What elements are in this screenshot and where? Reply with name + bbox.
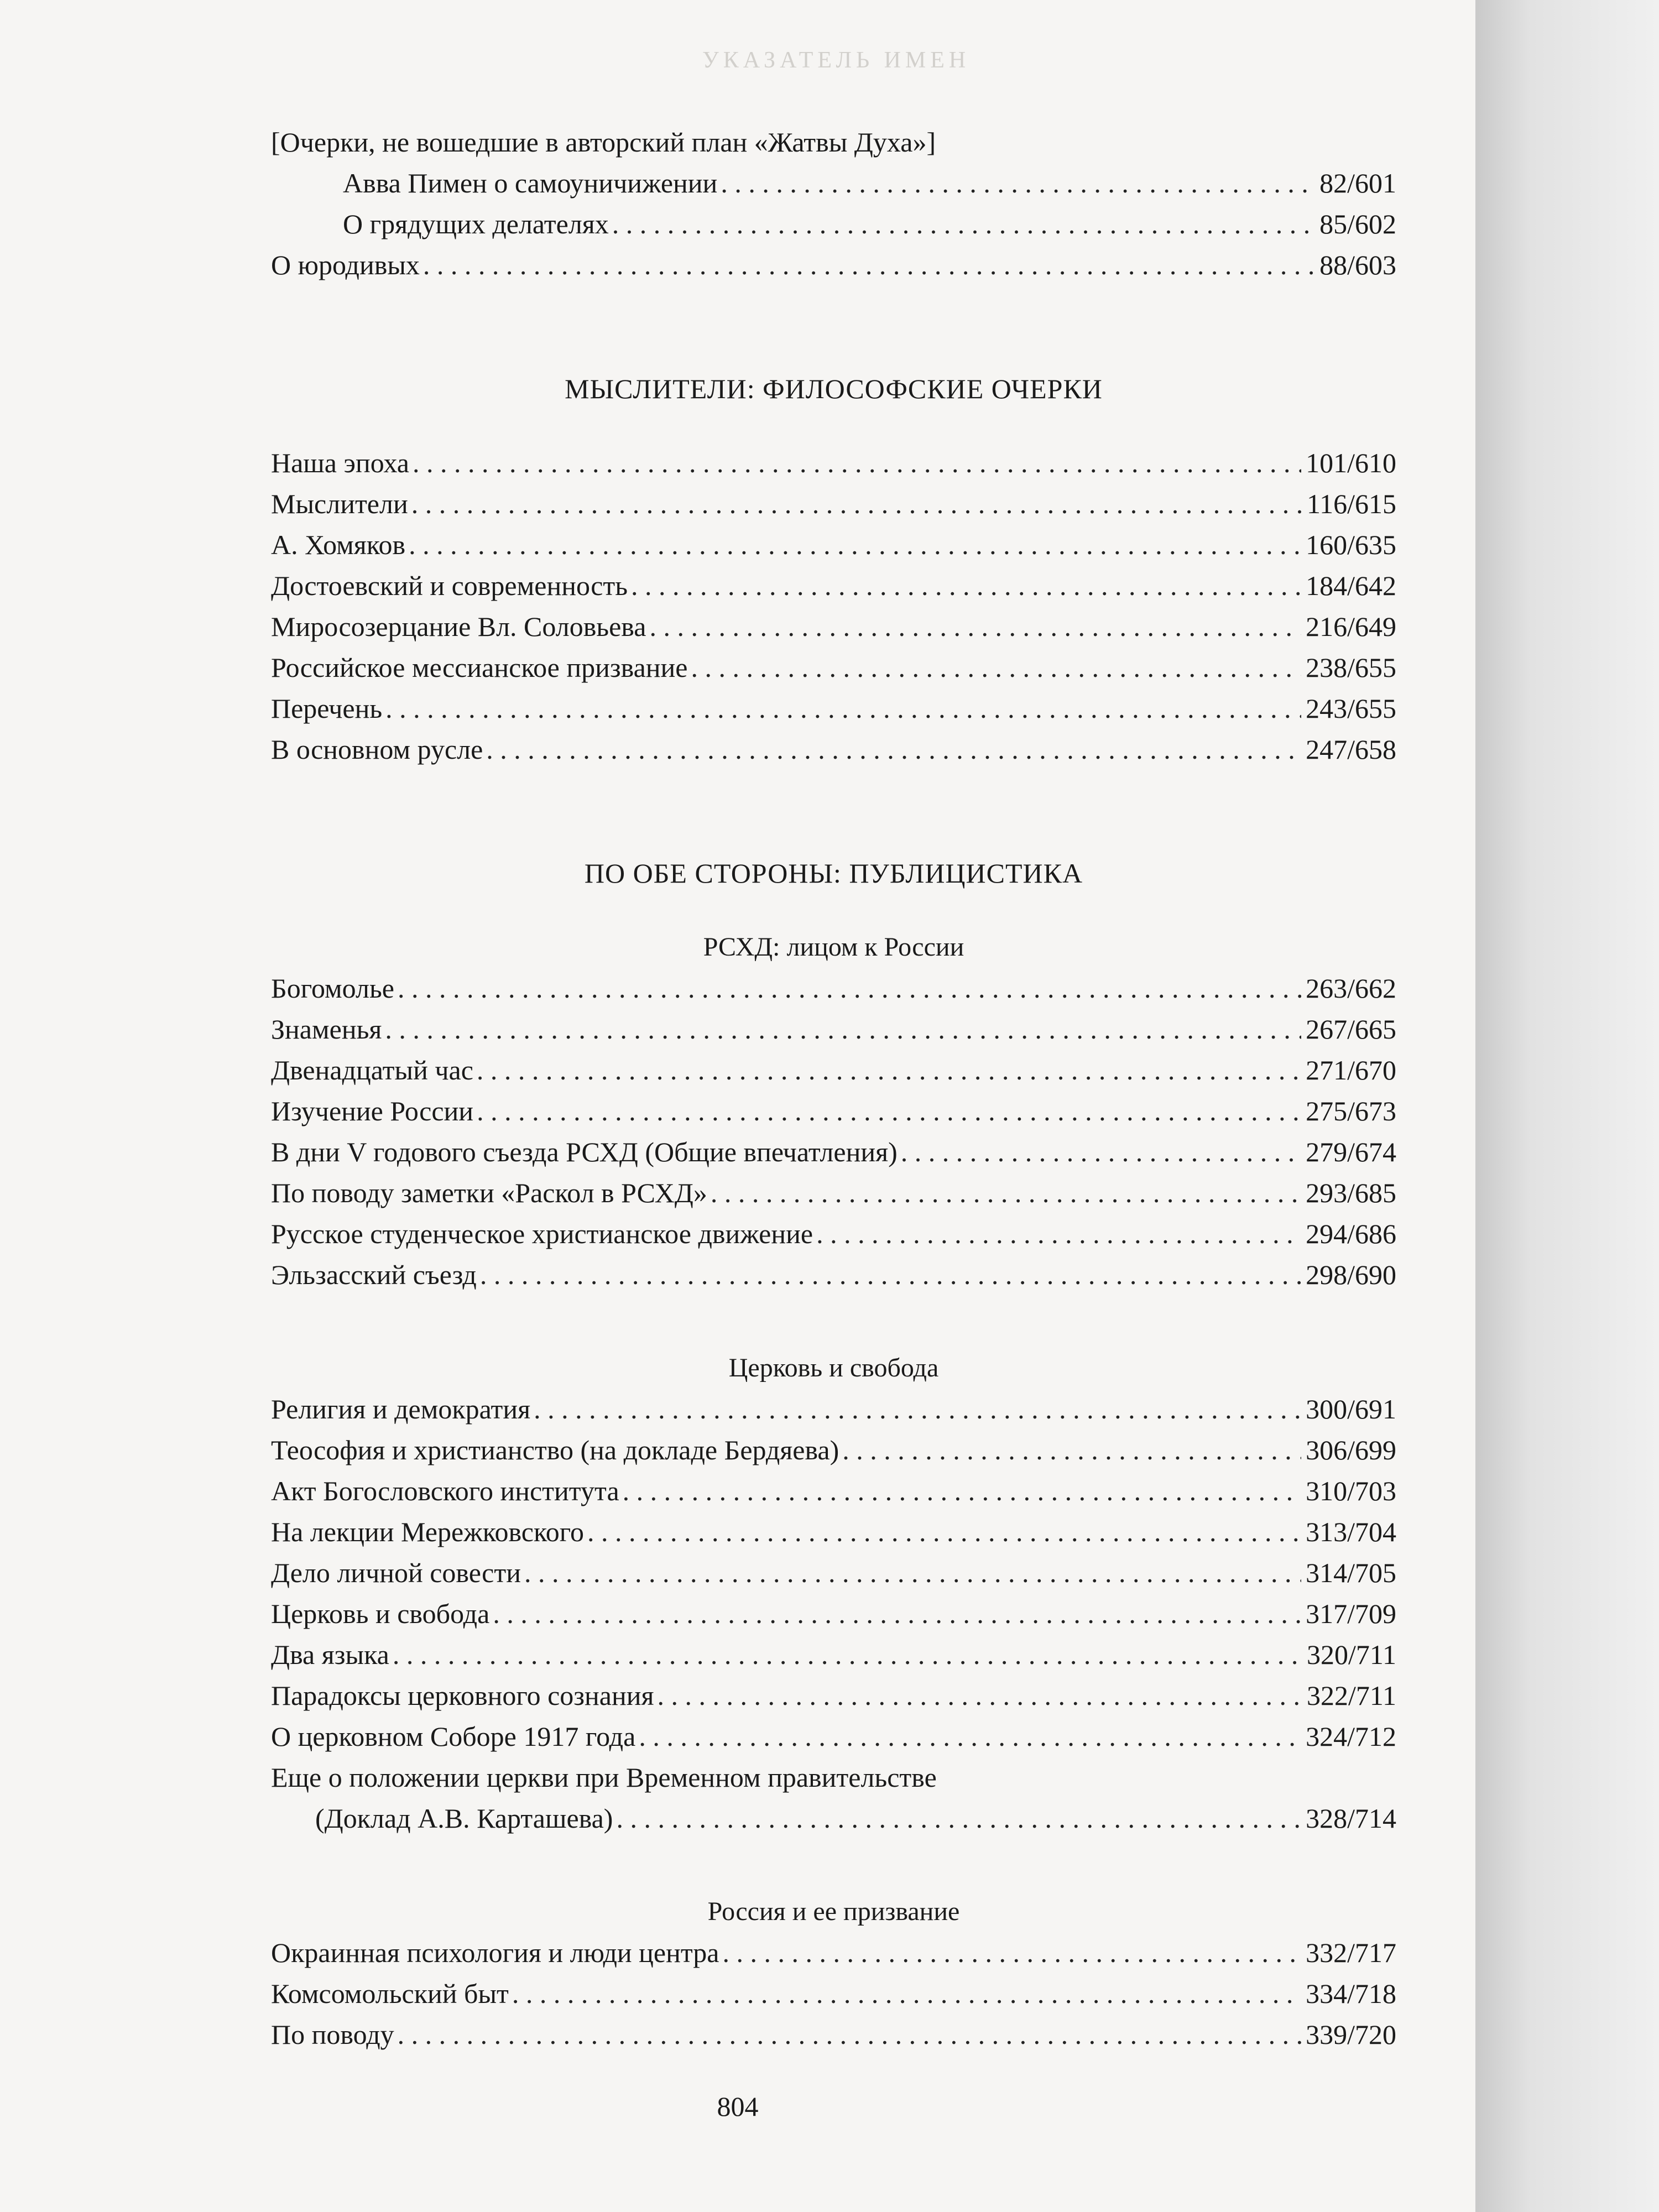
toc-entry: Русское студенческое христианское движение . . . 294/686 — [271, 1213, 1396, 1254]
toc-entry: Миросозерцание Вл. Соловьева . . . 216/649 — [271, 606, 1396, 647]
section-heading: МЫСЛИТЕЛИ: ФИЛОСОФСКИЕ ОЧЕРКИ — [565, 373, 1103, 404]
toc-entry: Акт Богословского института . . . 310/703 — [271, 1470, 1396, 1511]
toc-entry-line: Еще о положении церкви при Временном правительстве — [271, 1762, 937, 1793]
toc-entry: О грядущих делателях . . . 85/602 — [271, 204, 1396, 244]
toc-entry: Знаменья . . . 267/665 — [271, 1009, 1396, 1050]
toc-entry: Мыслители . . . 116/615 — [271, 483, 1396, 524]
toc-entry: Двенадцатый час . . . 271/670 — [271, 1050, 1396, 1091]
subsection-heading: Церковь и свобода — [728, 1353, 939, 1383]
toc-entry: Окраинная психология и люди центра . . . 332/717 — [271, 1932, 1396, 1973]
toc-entry: О церковном Соборе 1917 года . . . 324/712 — [271, 1716, 1396, 1757]
running-title: УКАЗАТЕЛЬ ИМЕН — [702, 48, 971, 73]
toc-entry: В дни V годового съезда РСХД (Общие впечатления) . . . 279/674 — [271, 1131, 1396, 1172]
toc-entry: Комсомольский быт . . . 334/718 — [271, 1973, 1396, 2014]
toc-entry: (Доклад А.В. Карташева) . . . 328/714 — [271, 1798, 1396, 1839]
subsection-heading: Россия и ее призвание — [707, 1897, 960, 1926]
subsection-heading: РСХД: лицом к России — [703, 932, 964, 962]
toc-entry: А. Хомяков . . . 160/635 — [271, 524, 1396, 565]
section-heading: ПО ОБЕ СТОРОНЫ: ПУБЛИЦИСТИКА — [584, 858, 1083, 889]
toc-entry: Перечень . . . 243/655 — [271, 688, 1396, 729]
toc-entry: Два языка . . . 320/711 — [271, 1634, 1396, 1675]
toc-entry: На лекции Мережковского . . . 313/704 — [271, 1511, 1396, 1552]
toc-entry: Богомолье . . . 263/662 — [271, 968, 1396, 1009]
toc-entry: Российское мессианское призвание . . . 238/655 — [271, 647, 1396, 688]
toc-entry: Теософия и христианство (на докладе Бердяева) . . . 306/699 — [271, 1430, 1396, 1470]
book-edge — [1475, 0, 1659, 2212]
toc-entry: Изучение России . . . 275/673 — [271, 1091, 1396, 1131]
toc-entry: Достоевский и современность . . . 184/642 — [271, 565, 1396, 606]
toc-entry: Парадоксы церковного сознания . . . 322/711 — [271, 1675, 1396, 1716]
toc-entry: Религия и демократия . . . 300/691 — [271, 1389, 1396, 1430]
page-number: 804 — [717, 2091, 759, 2122]
toc-entry: Наша эпоха . . . 101/610 — [271, 442, 1396, 483]
toc-entry: В основном русле . . . 247/658 — [271, 729, 1396, 770]
toc-entry: О юродивых . . . 88/603 — [271, 244, 1396, 285]
toc-entry: По поводу . . . 339/720 — [271, 2014, 1396, 2055]
toc-entry: По поводу заметки «Раскол в РСХД» . . . 293/685 — [271, 1172, 1396, 1213]
toc-entry: Дело личной совести . . . 314/705 — [271, 1552, 1396, 1593]
toc-entry: Церковь и свобода . . . 317/709 — [271, 1593, 1396, 1634]
bracket-heading: [Очерки, не вошедшие в авторский план «Жатвы Духа»] — [271, 127, 936, 158]
toc-entry: Эльзасский съезд . . . 298/690 — [271, 1254, 1396, 1295]
table-of-contents — [271, 122, 1396, 2055]
toc-entry: Авва Пимен о самоуничижении . . . 82/601 — [271, 163, 1396, 204]
